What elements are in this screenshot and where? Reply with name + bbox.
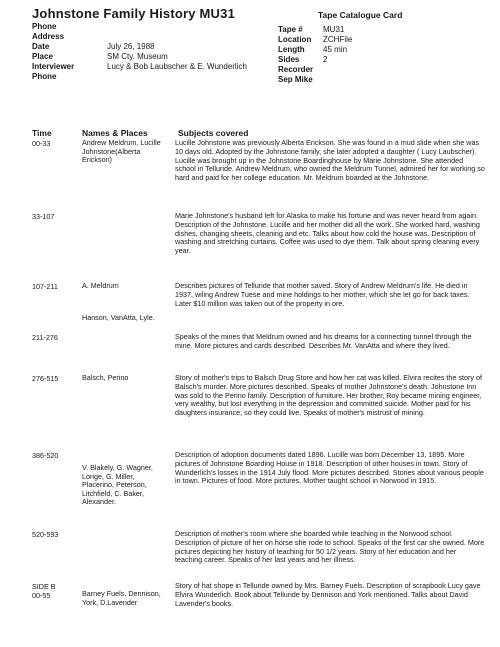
right-field-label: Tape #: [278, 25, 303, 34]
entry-description: Story of mother's trips to Balsch Drug Store and how her cat was killed. Elvira recites the story of Balsch's murder. More pictures described. Speaks of mother Johnstone's death. Johnstone Inn was sold to the Perino family. Description of furniture. Her brother, Roy became mining engineer, very wealthy, but lost everything in the depression and committed suicide. Mother paid for his daughters insurance, so they could live. Speaks of mother's mistrust of mining.: [175, 373, 482, 418]
entry-names: Barney Fuels, Dennison, York, D.Lavender: [82, 589, 161, 607]
left-field-label: Phone: [32, 72, 57, 81]
right-field-label: Recorder: [278, 65, 314, 74]
entry-names: Andrew Meldrum, Lucille Johnstone(Alberta Erickson): [82, 138, 161, 165]
entry-names: Hanson, VanAtta, Lyle.: [82, 313, 155, 322]
entry-time: 33-107: [32, 212, 55, 221]
entry-description: Lucille Johnstone was previously Alberta Erickson. She was found in a mud slide when she was 10 days old. Adopted by the Johnstone family, she later adopted a daughter ( Lucy Laubscher). Lucille was brought up in the Johnstone Boardinghouse by Marie Johnstone. She attended school in Telluride. Andrew Meldrum, who owned the Meldrum Tunnel, admired her for working so hard and paid for her college education. Mr. Meldrum boarded at the Johnstone.: [175, 138, 485, 183]
document-title: Johnstone Family History MU31: [32, 6, 236, 21]
time-column-heading: Time: [32, 128, 52, 138]
right-field-value: ZCHFile: [323, 35, 353, 44]
left-field-value: Lucy & Bob Laubscher & E. Wunderlich: [107, 62, 247, 71]
entry-names: Balsch, Perino: [82, 373, 129, 382]
entry-time: 386-520: [32, 451, 59, 460]
entry-description: Description of adoption documents dated 1896. Lucille was born December 13, 1895. More pictures of Johnstone Boarding House in 1918. Description of other houses in town. Story of Wunderlich's losses in the 1914 July flood. More pictures described. Stories about various people in town. Pictures of food. More pictures. Mother taught school in Norwood in 1915.: [175, 450, 484, 486]
entry-description: Describes pictures of Telluride that mother saved. Story of Andrew Meldrum's life. He died in 1937, wiling Andrew Tuese and mine holdings to her mother, which she let go for back taxes. Later $10 million was taken out of the property in ore.: [175, 281, 470, 308]
entry-names: A. Meldrum: [82, 281, 119, 290]
entry-time: 520-593: [32, 530, 59, 539]
entry-time: 276-515: [32, 374, 59, 383]
left-field-label: Date: [32, 42, 50, 51]
entry-time: 00-33: [32, 139, 51, 148]
left-field-value: July 26, 1988: [107, 42, 155, 51]
right-field-label: Sep Mike: [278, 75, 313, 84]
right-field-value: MU31: [323, 25, 345, 34]
entry-time: 107-211: [32, 282, 58, 291]
left-field-label: Phone: [32, 22, 57, 31]
left-field-value: SM Cty. Museum: [107, 52, 168, 61]
right-field-label: Sides: [278, 55, 300, 64]
entry-time: 211-276: [32, 333, 58, 342]
entry-names: V. Blakely, G. Wagner, Lorige, G. Miller, Placerino, Peterson, Litchfield, C. Baker, Alexander.: [82, 463, 153, 507]
right-field-value: 2: [323, 55, 328, 64]
entry-time: SIDE B 00-55: [32, 582, 56, 600]
entry-description: Marie Johnstone's husband left for Alaska to make his fortune and was never heard from again. Description of the Johnstone. Lucille and her mother did all the work. She worked hard, washing dishes, changing sheets, cleaning and etc. Talks about how cold the house was. Description of washing and stretching curtains. Coffee was used to dye them. Talk about spring cleaning every year.: [175, 211, 480, 256]
right-field-label: Location: [278, 35, 312, 44]
right-field-label: Length: [278, 45, 305, 54]
left-field-label: Place: [32, 52, 53, 61]
entry-description: Speaks of the mines that Meldrum owned and his dreams for a connecting tunnel through the mine. More pictures and cards described. Describes Mr. VanAtta and where they lived.: [175, 332, 472, 350]
left-field-label: Interviewer: [32, 62, 75, 71]
left-field-label: Address: [32, 32, 65, 41]
names-column-heading: Names & Places: [82, 128, 148, 138]
entry-description: Description of mother's room where she boarded while teaching in the Norwood school. Description of picture of her on horse she rode to school. Speaks of the first car she owned. More pictures depicting her history of teaching for 50 1/2 years. Story of her education and her teaching career. Speaks of her last years and her illness.: [175, 529, 485, 565]
entry-description: Story of hat shope in Telluride owned by Mrs. Barney Fuels. Description of scrapbook Lucy gave Elvira Wunderlich. Book about Telluride by Dennison and York mentioned. Talks about David Lavender's books.: [175, 581, 481, 608]
right-field-value: 45 min: [323, 45, 348, 54]
subjects-column-heading: Subjects covered: [178, 128, 249, 138]
card-label: Tape Catalogue Card: [318, 10, 403, 20]
